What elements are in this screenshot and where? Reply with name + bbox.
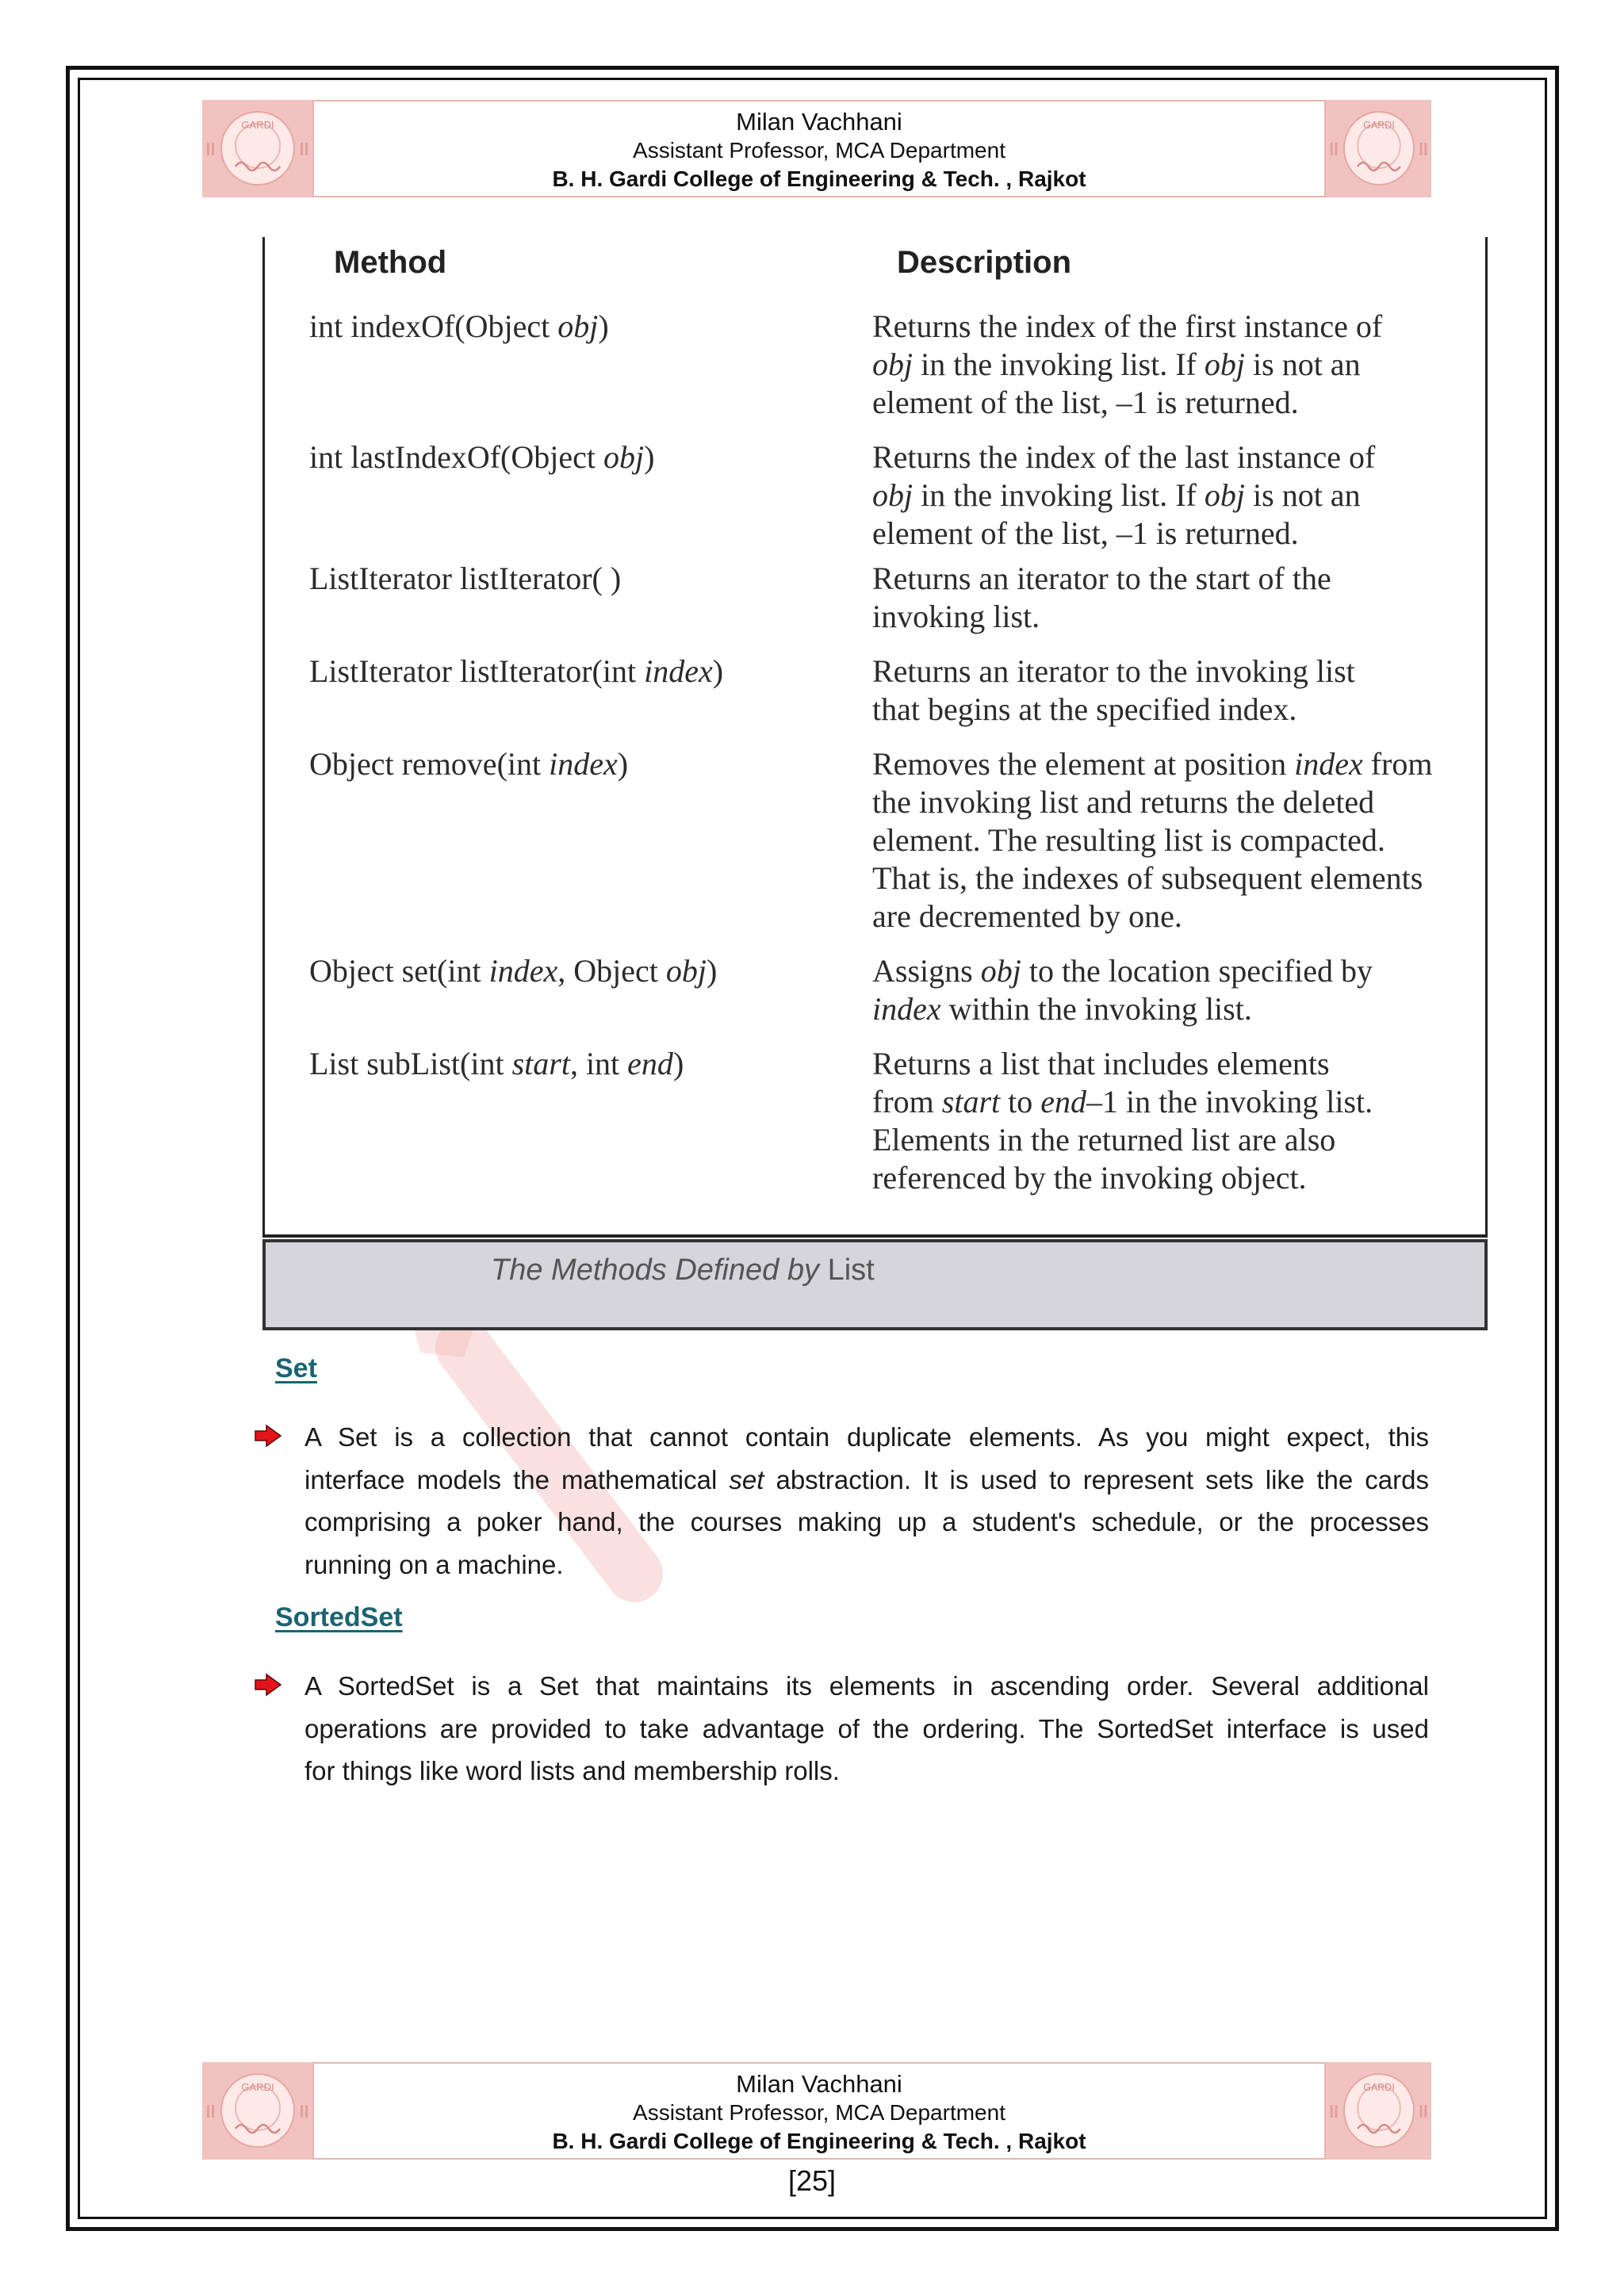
description-text: element of the list, –1 is returned. <box>872 385 1299 420</box>
description-text: the invoking list and returns the deleted <box>872 784 1375 820</box>
table-row <box>309 1045 1459 1197</box>
description-text: Returns an iterator to the invoking list <box>872 653 1355 689</box>
institution-name: B. H. Gardi College of Engineering & Tech. , Rajkot <box>552 2129 1086 2153</box>
description-text: element of the list, –1 is returned. <box>872 515 1299 551</box>
college-logo-right <box>1326 100 1431 197</box>
method-text: ) <box>672 1046 684 1081</box>
method-text: int indexOf(Object <box>309 308 558 344</box>
method-text-italic: index <box>644 653 713 689</box>
section-heading-set: Set <box>275 1353 317 1383</box>
description-line <box>872 1083 1459 1121</box>
method-signature <box>309 652 872 729</box>
method-text: ListIterator listIterator(int <box>309 653 645 689</box>
description-text-italic: start <box>941 1084 1001 1119</box>
method-signature <box>309 308 872 422</box>
description-text: Returns the index of the first instance of <box>872 308 1383 344</box>
table-rows <box>309 308 1459 1197</box>
column-header-description: Description <box>897 245 1072 280</box>
description-text-italic: obj <box>980 953 1021 989</box>
paragraph-line <box>304 1501 1429 1544</box>
method-text: Object set(int <box>309 953 489 989</box>
method-text-italic: obj <box>665 953 707 989</box>
institution-name: B. H. Gardi College of Engineering & Tech. , Rajkot <box>552 166 1086 191</box>
table-row <box>309 560 1459 636</box>
description-line <box>872 560 1459 598</box>
description-text: in the invoking list. If <box>913 346 1205 382</box>
method-text: ListIterator listIterator( ) <box>309 561 622 596</box>
paragraph-line <box>304 1459 1429 1502</box>
table-row <box>309 652 1459 729</box>
description-text-italic: obj <box>1204 346 1246 382</box>
description-line <box>872 652 1459 691</box>
description-text: Returns a list that includes elements <box>872 1046 1330 1081</box>
method-signature <box>309 745 872 936</box>
text-run: A Set is a collection that cannot contain duplicate elements. As you might expect, this <box>304 1422 1429 1452</box>
description-line <box>872 1045 1459 1083</box>
description-line <box>872 897 1459 936</box>
description-text: from <box>872 1084 942 1119</box>
description-text: –1 in the invoking list. <box>1086 1084 1373 1119</box>
method-text-italic: index <box>549 746 618 782</box>
text-run-italic: set <box>729 1464 764 1494</box>
methods-table <box>309 247 1459 1197</box>
header-box <box>312 100 1326 197</box>
text-run: abstraction. It is used to represent sets like the cards <box>764 1464 1430 1494</box>
method-text-italic: start <box>511 1046 570 1081</box>
description-text: in the invoking list. If <box>913 477 1205 513</box>
page-number: [25] <box>787 2164 837 2197</box>
table-row <box>309 952 1459 1028</box>
sortedset-paragraph <box>304 1665 1429 1793</box>
description-text-italic: obj <box>872 477 914 513</box>
footer-box <box>312 2062 1326 2160</box>
table-caption <box>491 1252 875 1288</box>
method-description <box>872 438 1459 553</box>
method-text: ) <box>706 953 718 989</box>
author-title: Assistant Professor, MCA Department <box>633 138 1005 163</box>
description-line <box>872 990 1459 1028</box>
method-description <box>872 952 1459 1028</box>
description-text: Elements in the returned list are also <box>872 1122 1336 1158</box>
author-name: Milan Vachhani <box>736 2070 902 2098</box>
description-text-italic: obj <box>1204 477 1246 513</box>
text-run: comprising a poker hand, the courses making up a student's schedule, or the processes <box>304 1507 1429 1536</box>
description-line <box>872 745 1459 783</box>
college-logo-left <box>202 100 312 197</box>
table-header-row <box>309 247 1459 278</box>
description-text: that begins at the specified index. <box>872 691 1297 727</box>
text-run: for things like word lists and membership rolls. <box>304 1756 840 1785</box>
description-line <box>872 346 1459 384</box>
table-caption-box <box>262 1239 1488 1330</box>
description-line <box>872 384 1459 422</box>
description-text: within the invoking list. <box>940 991 1252 1027</box>
description-text: Removes the element at position <box>872 746 1295 782</box>
description-text-italic: obj <box>872 346 914 382</box>
section-heading-sortedset: SortedSet <box>275 1602 403 1632</box>
method-text-italic: index <box>488 953 558 989</box>
author-name: Milan Vachhani <box>736 108 902 136</box>
description-text: to <box>1000 1084 1041 1119</box>
text-run: operations are provided to take advantage of the ordering. The SortedSet interface is used <box>304 1713 1429 1743</box>
text-run: A SortedSet is a Set that maintains its elements in ascending order. Several additional <box>304 1671 1429 1701</box>
paragraph-line <box>304 1750 1429 1793</box>
method-description <box>872 652 1459 729</box>
method-signature <box>309 560 872 636</box>
paragraph-line <box>304 1708 1429 1751</box>
caption-text-italic: The Methods Defined by <box>491 1253 820 1287</box>
caption-text: List <box>819 1253 875 1287</box>
method-text-italic: end <box>627 1046 673 1081</box>
description-text: Returns the index of the last instance of <box>872 439 1376 475</box>
method-text: Object remove(int <box>309 746 550 782</box>
method-text-italic: obj <box>557 308 599 344</box>
description-text: is not an <box>1245 346 1361 382</box>
description-line <box>872 859 1459 897</box>
description-line <box>872 308 1459 346</box>
method-signature <box>309 438 872 553</box>
method-text: int lastIndexOf(Object <box>309 439 603 475</box>
description-text: element. The resulting list is compacted. <box>872 822 1385 858</box>
paragraph-line <box>304 1544 1429 1586</box>
method-text: ) <box>617 746 629 782</box>
description-line <box>872 783 1459 821</box>
method-signature <box>309 952 872 1028</box>
description-text: from <box>1362 746 1433 782</box>
description-line <box>872 691 1459 729</box>
description-text: are decremented by one. <box>872 898 1182 934</box>
method-text: ) <box>644 439 655 475</box>
method-text: , int <box>569 1046 628 1081</box>
description-text: Returns an iterator to the start of the <box>872 561 1331 596</box>
logo-text: GARDI <box>1363 118 1395 132</box>
paragraph-line <box>304 1416 1429 1459</box>
method-description <box>872 308 1459 422</box>
page-footer <box>202 2062 1431 2160</box>
method-signature <box>309 1045 872 1197</box>
logo-text: GARDI <box>241 2081 274 2093</box>
set-paragraph <box>304 1416 1429 1586</box>
logo-text: GARDI <box>241 119 274 131</box>
method-text: List subList(int <box>309 1046 512 1081</box>
description-line <box>872 821 1459 859</box>
college-logo-right <box>1326 2062 1431 2160</box>
red-arrow-bullet-icon <box>254 1673 282 1697</box>
description-line <box>872 1159 1459 1197</box>
column-header-method: Method <box>334 245 447 280</box>
text-run: interface models the mathematical <box>304 1464 730 1494</box>
description-line <box>872 438 1459 476</box>
method-text: ) <box>598 308 609 344</box>
description-text-italic: index <box>872 991 941 1027</box>
paragraph-line <box>304 1665 1429 1708</box>
method-description <box>872 745 1459 936</box>
method-text-italic: obj <box>603 439 645 475</box>
method-text: , Object <box>557 953 666 989</box>
description-line <box>872 476 1459 515</box>
description-text: That is, the indexes of subsequent elements <box>872 860 1423 896</box>
description-line <box>872 515 1459 553</box>
method-description <box>872 560 1459 636</box>
table-row <box>309 745 1459 936</box>
description-text: is not an <box>1245 477 1361 513</box>
description-text-italic: index <box>1294 746 1363 782</box>
logo-text: GARDI <box>1363 2080 1395 2094</box>
description-text: invoking list. <box>872 599 1040 634</box>
red-arrow-bullet-icon <box>254 1424 282 1448</box>
description-line <box>872 952 1459 990</box>
table-row <box>309 438 1459 553</box>
college-logo-left <box>202 2062 312 2160</box>
description-line <box>872 598 1459 636</box>
description-text-italic: end <box>1040 1084 1087 1119</box>
method-text: ) <box>712 653 724 689</box>
description-text: referenced by the invoking object. <box>872 1160 1307 1196</box>
description-line <box>872 1121 1459 1159</box>
text-run: running on a machine. <box>304 1549 564 1579</box>
page-header <box>202 100 1431 197</box>
author-title: Assistant Professor, MCA Department <box>633 2100 1005 2125</box>
description-text: to the location specified by <box>1021 953 1373 989</box>
method-description <box>872 1045 1459 1197</box>
table-row <box>309 308 1459 422</box>
description-text: Assigns <box>872 953 981 989</box>
